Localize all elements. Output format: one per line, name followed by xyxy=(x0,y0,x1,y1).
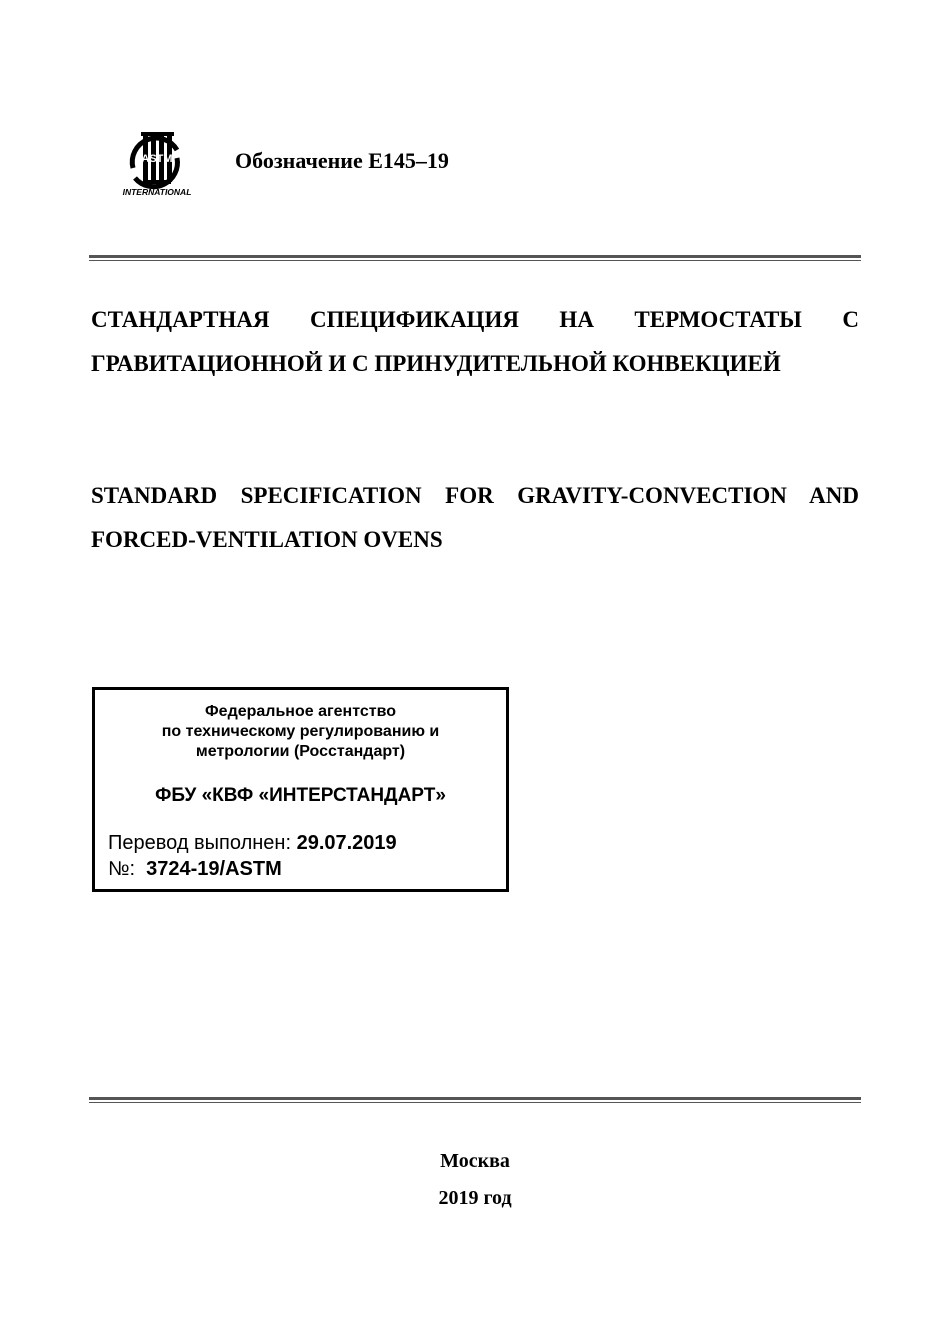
agency-name xyxy=(95,702,506,762)
agency-line: по техническому регулированию и xyxy=(161,723,440,740)
publication-year: 2019 год xyxy=(438,1187,512,1209)
logo-subtitle: INTERNATIONAL xyxy=(122,187,192,197)
astm-international-logo xyxy=(113,128,197,198)
number-label: №: xyxy=(108,858,136,880)
translation-date: 29.07.2019 xyxy=(296,832,397,854)
top-divider xyxy=(89,255,861,261)
publication-city: Москва xyxy=(440,1150,510,1172)
translation-info xyxy=(108,830,397,882)
title-english: STANDARD SPECIFICATION FOR GRAVITY-CONVECTION AND FORCED-VENTILATION OVENS xyxy=(91,483,859,552)
title-russian: СТАНДАРТНАЯ СПЕЦИФИКАЦИЯ НА ТЕРМОСТАТЫ С ГРАВИТАЦИОННОЙ И С ПРИНУДИТЕЛЬНОЙ КОНВЕКЦИЕЙ xyxy=(91,307,859,376)
translation-date-row xyxy=(108,830,397,856)
agency-line: Федеральное агентство xyxy=(205,703,396,720)
translation-number-row xyxy=(108,856,397,882)
translation-label: Перевод выполнен: xyxy=(108,832,292,854)
logo-mark-text: ASTM xyxy=(141,153,173,165)
document-designation: Обозначение E145–19 xyxy=(235,148,449,173)
translation-number: 3724-19/ASTM xyxy=(146,858,282,880)
agency-stamp-box xyxy=(92,687,509,892)
agency-line: метрологии (Росстандарт) xyxy=(195,743,406,760)
organization-name: ФБУ «КВФ «ИНТЕРСТАНДАРТ» xyxy=(155,785,446,806)
bottom-divider xyxy=(89,1097,861,1103)
